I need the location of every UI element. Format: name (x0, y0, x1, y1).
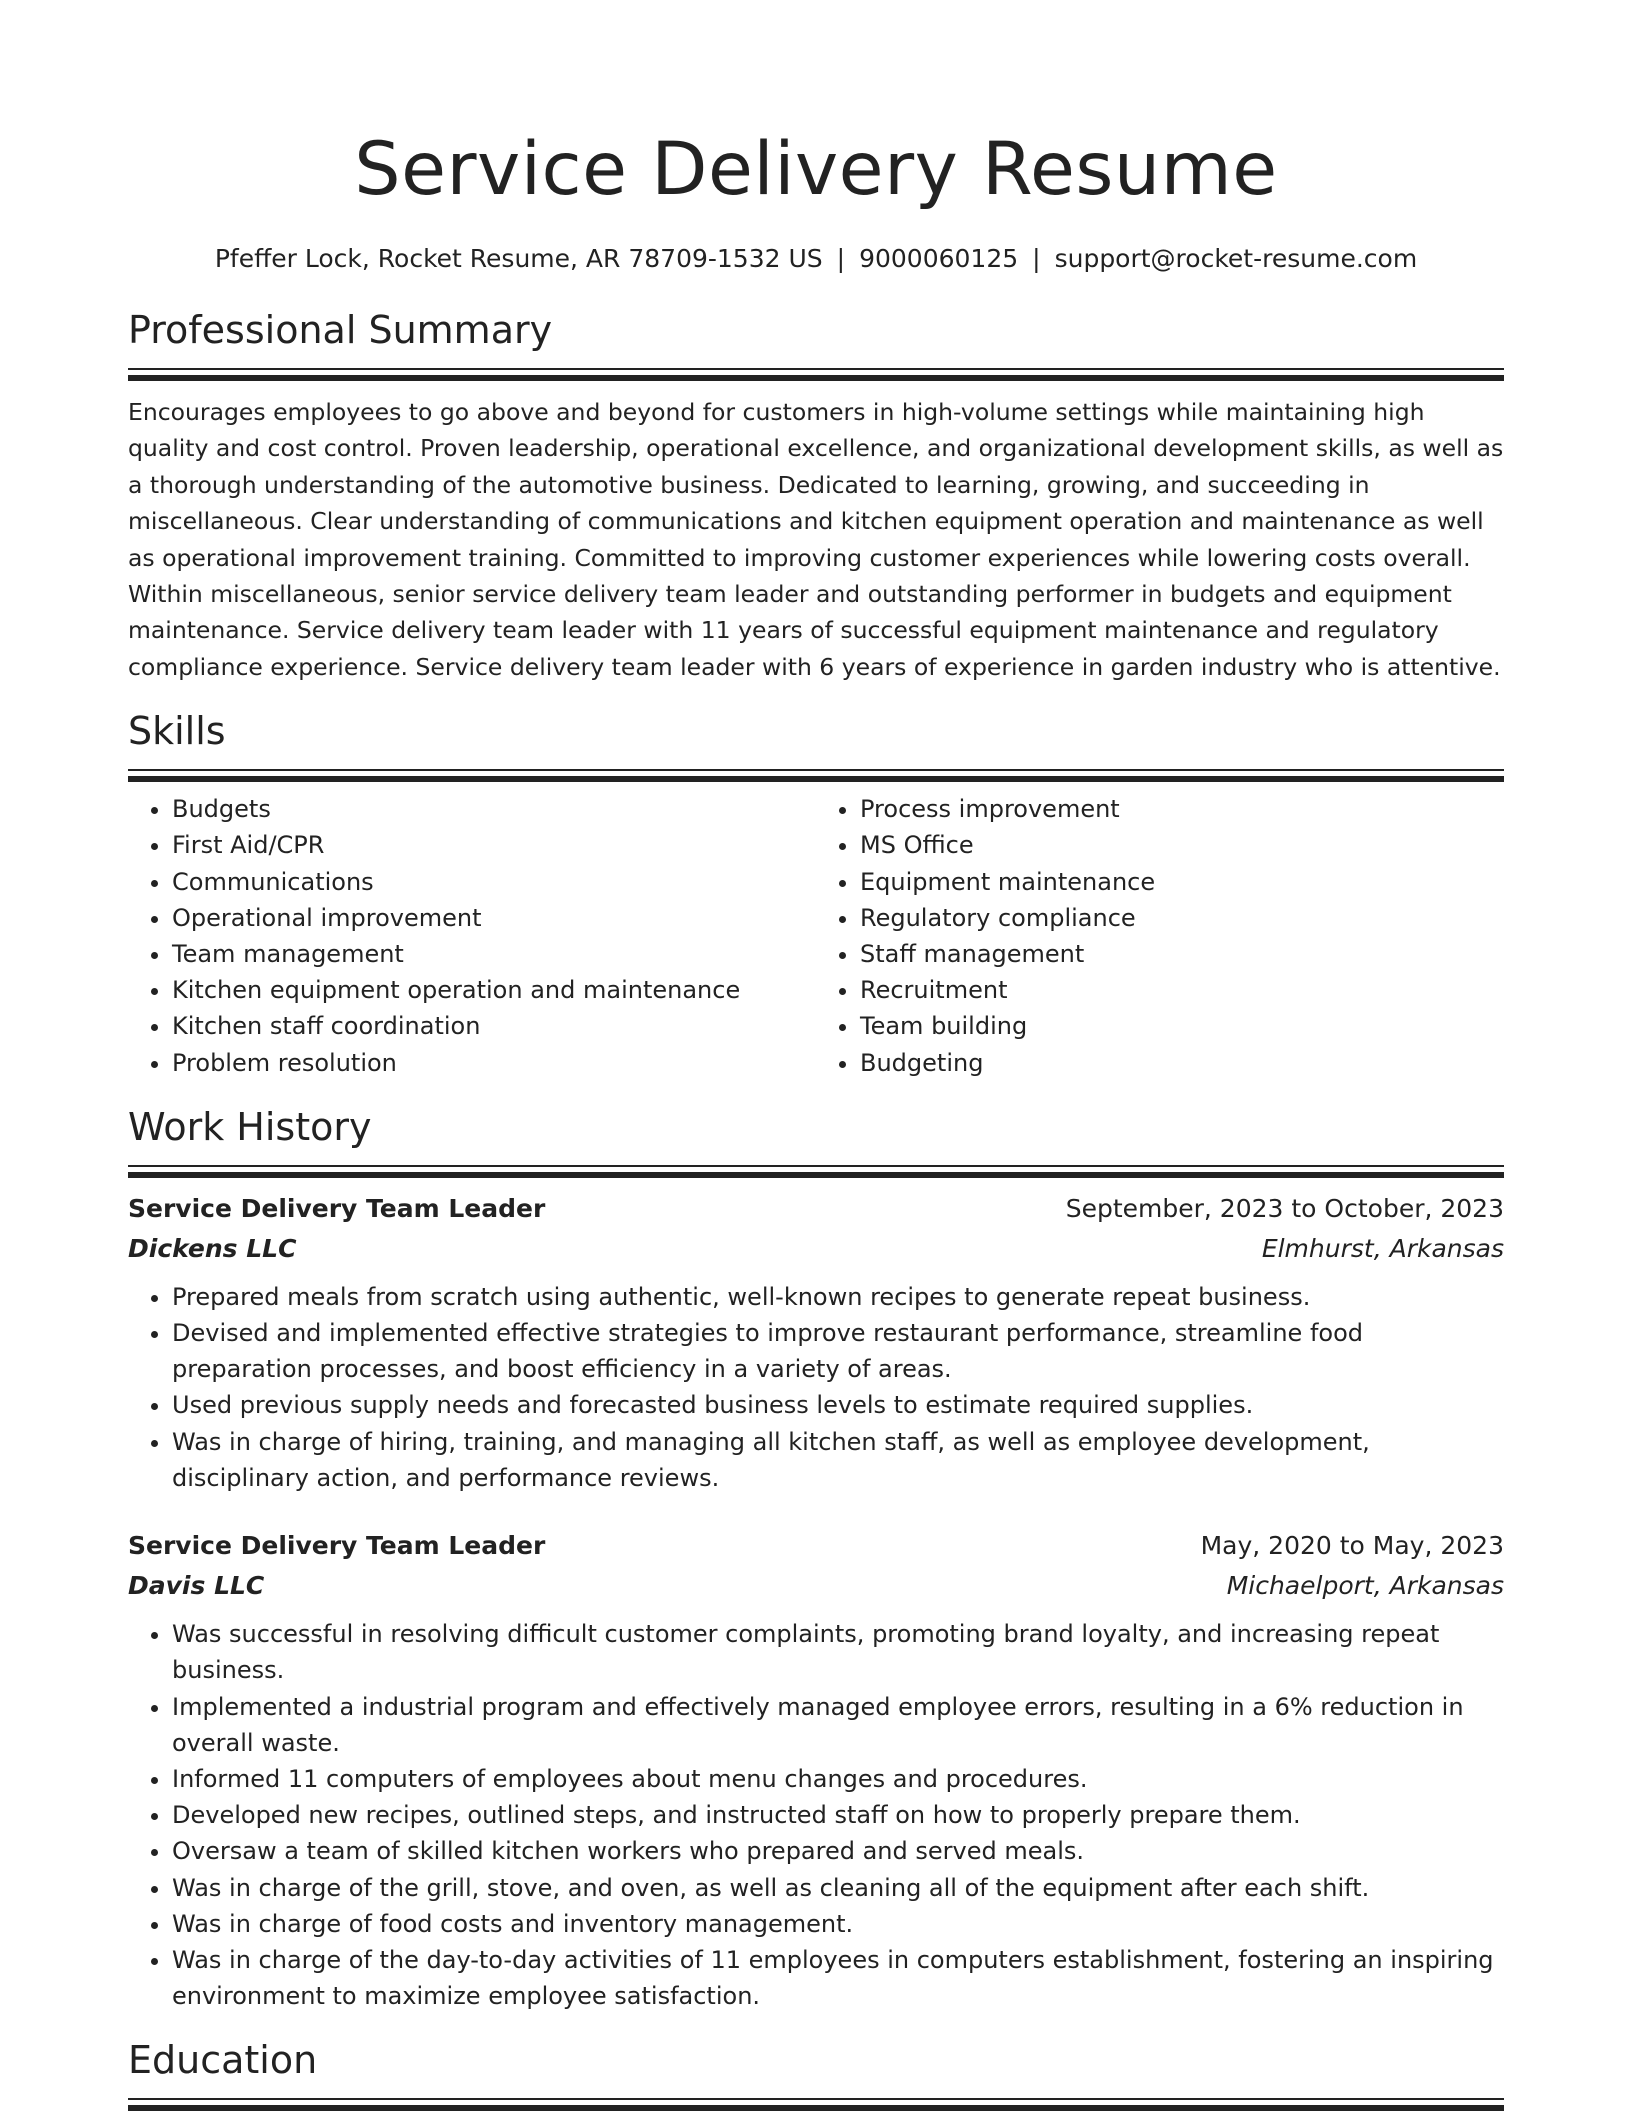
skills-heading: Skills (128, 709, 226, 754)
section-divider (128, 1165, 1504, 1171)
contact-phone: 9000060125 (859, 244, 1019, 273)
job-company: Dickens LLC (128, 1233, 297, 1263)
skills-list-right (816, 791, 1504, 1081)
work-heading: Work History (128, 1104, 372, 1149)
job-location: Elmhurst, Arkansas (1261, 1233, 1504, 1263)
skill-item: • Process improvement (860, 791, 1504, 827)
education-heading: Education (128, 2038, 318, 2083)
resume-title: Service Delivery Resume (354, 127, 1278, 212)
contact-separator: | (836, 244, 846, 273)
job-bullet: • Developed new recipes, outlined steps, and instructed staff on how to properly prepare them. (172, 1797, 1504, 1833)
skill-item: • Equipment maintenance (860, 864, 1504, 900)
summary-text: Encourages employees to go above and beyond for customers in high-volume settings while maintaining high quality and cost control. Proven leadership, operational excellence, and organizational development skills, as well as a thorough understanding of the automotive business. Dedicated to learning, growing, and succeeding in miscellaneous. Clear understanding of communications and kitchen equipment operation and maintenance as well as operational improvement training. Committed to improving customer experiences while lowering costs overall. Within miscellaneous, senior service delivery team leader and outstanding performer in budgets and equipment maintenance. Service delivery team leader with 11 years of successful equipment maintenance and regulatory compliance experience. Service delivery team leader with 6 years of experience in garden industry who is attentive. (128, 398, 1504, 681)
skills-section (128, 707, 1504, 1081)
contact-address: Pfeffer Lock, Rocket Resume, AR 78709-1532 US (214, 244, 823, 273)
contact-email: support@rocket-resume.com (1054, 244, 1418, 273)
job-bullet: • Was in charge of food costs and inventory management. (172, 1906, 1504, 1942)
job-bullet: • Was in charge of hiring, training, and managing all kitchen staff, as well as employee development, disciplinary action, and performance reviews. (172, 1424, 1504, 1496)
job-company: Davis LLC (128, 1571, 265, 1601)
job-title: Service Delivery Team Leader (128, 1531, 546, 1561)
section-divider (128, 2098, 1504, 2104)
skill-item: • First Aid/CPR (172, 827, 816, 863)
job-title: Service Delivery Team Leader (128, 1193, 546, 1223)
skills-grid (128, 791, 1504, 1081)
section-divider (128, 769, 1504, 775)
job-company-row (128, 1566, 1504, 1606)
skill-item: • MS Office (860, 827, 1504, 863)
job-bullet: • Used previous supply needs and forecasted business levels to estimate required supplies. (172, 1387, 1504, 1423)
skill-item: • Kitchen equipment operation and maintenance (172, 972, 816, 1008)
contact-line (128, 242, 1504, 276)
skill-item: • Operational improvement (172, 900, 816, 936)
section-divider (128, 368, 1504, 374)
skill-item: • Kitchen staff coordination (172, 1008, 816, 1044)
work-section (128, 1103, 1504, 2014)
job-dates: September, 2023 to October, 2023 (1065, 1193, 1504, 1223)
summary-section (128, 306, 1504, 685)
job-bullet: • Was successful in resolving difficult customer complaints, promoting brand loyalty, and increasing repeat business. (172, 1616, 1504, 1688)
job-entry (128, 1526, 1504, 2014)
job-bullet: • Informed 11 computers of employees about menu changes and procedures. (172, 1761, 1504, 1797)
job-bullet: • Was in charge of the day-to-day activities of 11 employees in computers establishment, fostering an inspiring environment to maximize employee satisfaction. (172, 1942, 1504, 2014)
contact-separator: | (1032, 244, 1041, 273)
job-company-row (128, 1229, 1504, 1269)
skill-item: • Communications (172, 864, 816, 900)
job-entry (128, 1189, 1504, 1496)
skill-item: • Team management (172, 936, 816, 972)
job-bullet: • Oversaw a team of skilled kitchen workers who prepared and served meals. (172, 1833, 1504, 1869)
job-bullet: • Implemented a industrial program and effectively managed employee errors, resulting in a 6% reduction in overall waste. (172, 1689, 1504, 1761)
job-bullet: • Prepared meals from scratch using authentic, well-known recipes to generate repeat business. (172, 1279, 1504, 1315)
education-section (128, 2036, 1504, 2104)
job-header-row (128, 1526, 1504, 1566)
skill-item: • Staff management (860, 936, 1504, 972)
skill-item: • Regulatory compliance (860, 900, 1504, 936)
skill-item: • Budgeting (860, 1045, 1504, 1081)
job-bullet: • Devised and implemented effective strategies to improve restaurant performance, streamline food preparation processes, and boost efficiency in a variety of areas. (172, 1315, 1504, 1387)
skill-item: • Problem resolution (172, 1045, 816, 1081)
job-bullets (128, 1279, 1504, 1496)
job-header-row (128, 1189, 1504, 1229)
summary-heading: Professional Summary (128, 308, 553, 352)
skill-item: • Recruitment (860, 972, 1504, 1008)
skills-list-left (128, 791, 816, 1081)
job-location: Michaelport, Arkansas (1226, 1571, 1504, 1601)
job-bullets (128, 1616, 1504, 2014)
job-dates: May, 2020 to May, 2023 (1200, 1531, 1504, 1561)
job-bullet: • Was in charge of the grill, stove, and oven, as well as cleaning all of the equipment after each shift. (172, 1870, 1504, 1906)
skill-item: • Budgets (172, 791, 816, 827)
skill-item: • Team building (860, 1008, 1504, 1044)
